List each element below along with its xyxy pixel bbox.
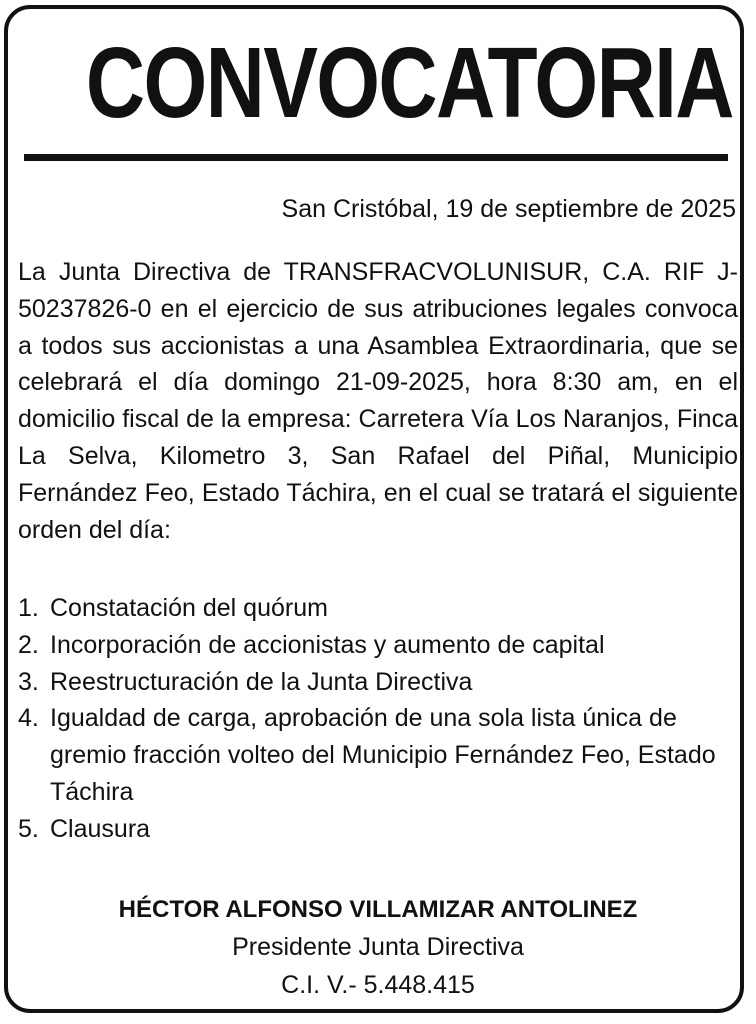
agenda-item-text: Clausura <box>50 814 151 843</box>
agenda-item-text: Incorporación de accionistas y aumento de capital <box>50 630 605 659</box>
agenda-item <box>18 811 740 848</box>
signature-block <box>0 892 756 1004</box>
title-underline <box>24 154 728 161</box>
agenda-item <box>18 700 740 810</box>
signatory-role: Presidente Junta Directiva <box>232 933 524 961</box>
signatory-name: HÉCTOR ALFONSO VILLAMIZAR ANTOLINEZ <box>118 896 638 923</box>
agenda-item <box>18 664 740 701</box>
date-line: San Cristóbal, 19 de septiembre de 2025 <box>281 195 736 223</box>
notice-title: CONVOCATORIA <box>85 27 733 139</box>
agenda-item-number: 4. <box>18 704 39 733</box>
agenda-item-number: 1. <box>18 594 39 622</box>
agenda-item-number: 5. <box>18 814 39 843</box>
agenda-item-number: 3. <box>18 667 39 696</box>
notice-body: La Junta Directiva de TRANSFRACVOLUNISUR, C.A. RIF J-50237826-0 en el ejercicio de sus atribuciones legales convoca a todos sus accionistas a una Asamblea Extraordinaria, que se celebrará el día domingo 21-09-2025, hora 8:30 am, en el domicilio fiscal de la empresa: Carretera Vía Los Naranjos, Finca La Selva, Kilometro 3, San Rafael del Piñal, Municipio Fernández Feo, Estado Táchira, en el cual se tratará el siguiente orden del día: <box>18 258 738 544</box>
agenda-item-text: Constatación del quórum <box>50 594 328 622</box>
agenda-item-number: 2. <box>18 630 39 659</box>
agenda-item-text: Igualdad de carga, aprobación de una sola lista única de gremio fracción volteo del Municipio Fernández Feo, Estado Táchira <box>50 704 716 806</box>
agenda-item-text: Reestructuración de la Junta Directiva <box>50 667 473 696</box>
agenda-list <box>18 590 740 848</box>
agenda-item <box>18 627 740 664</box>
agenda-item <box>18 590 740 627</box>
signatory-id: C.I. V.- 5.448.415 <box>281 971 475 999</box>
